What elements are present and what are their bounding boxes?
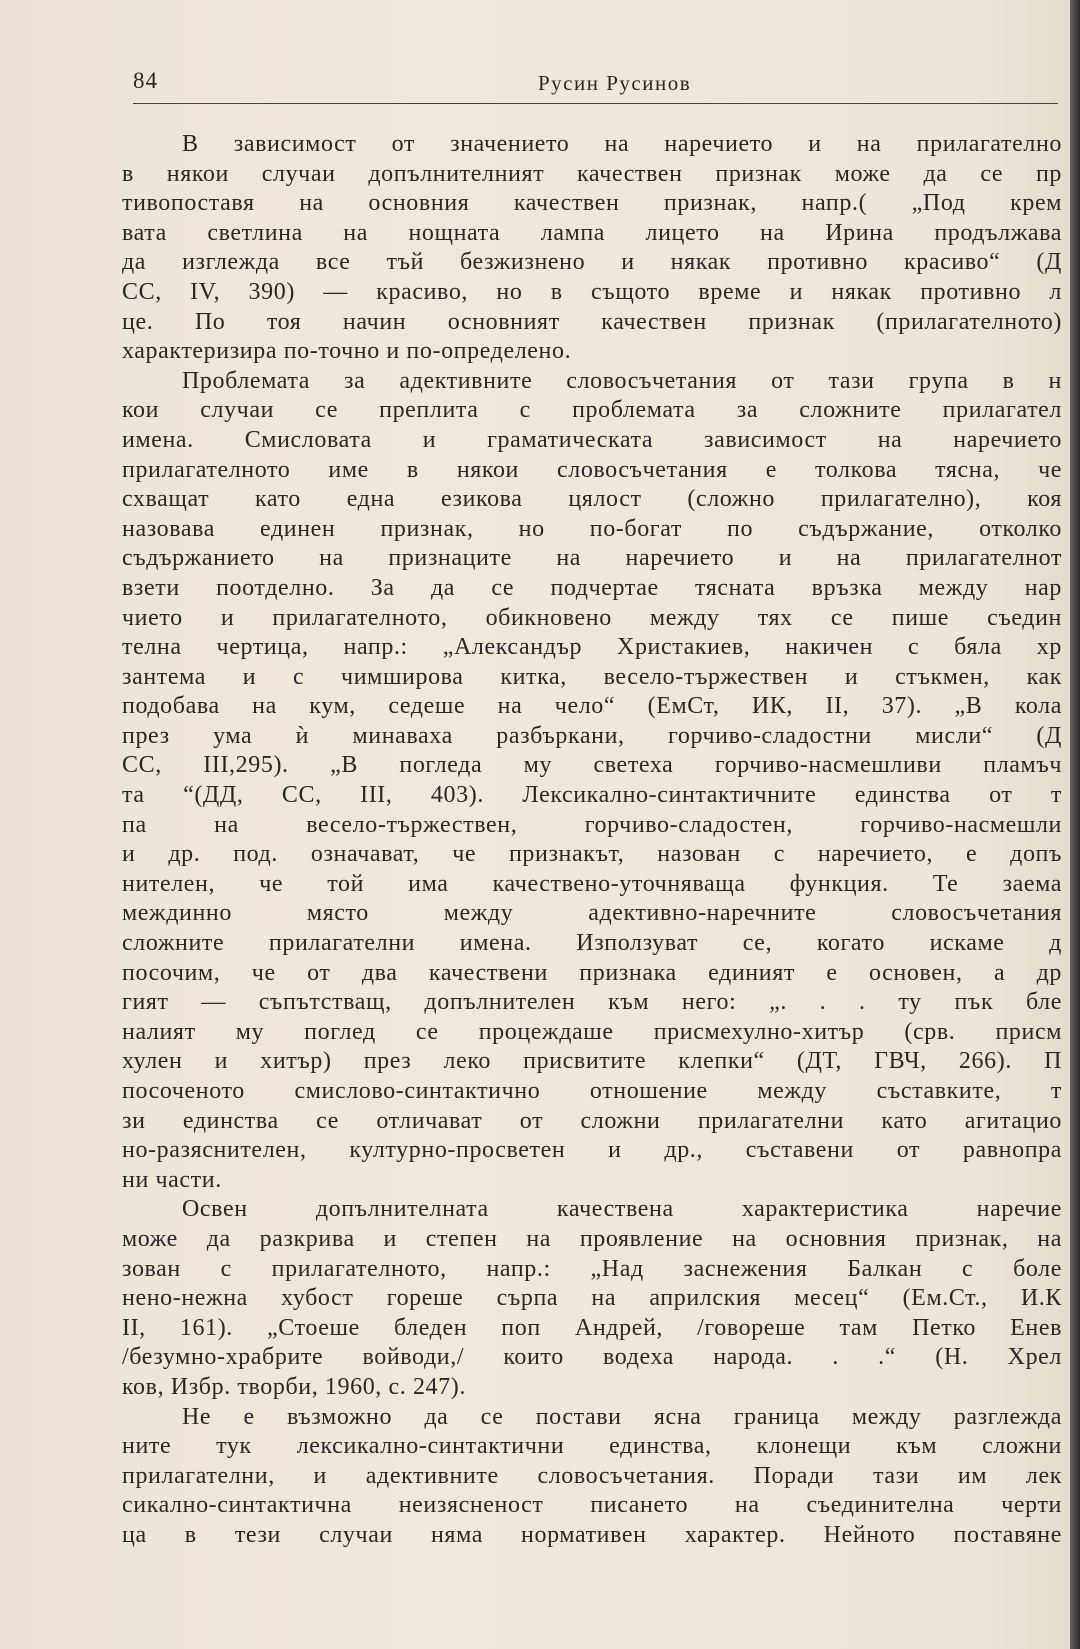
text-line: хулен и хитър) през леко присвитите клепки“ (ДТ, ГВЧ, 266). П bbox=[122, 1048, 1062, 1075]
text-line: Освен допълнителната качествена характеристика наречие bbox=[182, 1196, 1062, 1223]
text-line: характеризира по-точно и по-определено. bbox=[122, 338, 572, 365]
text-line: съдържанието на признаците на наречието и на прилагателнот bbox=[122, 545, 1062, 572]
text-line: СС, IV, 390) — красиво, но в същото време и някак противно л bbox=[122, 278, 1062, 305]
text-line: ни части. bbox=[122, 1166, 222, 1193]
text-line: В зависимост от значението на наречието и на прилагателно bbox=[182, 131, 1062, 157]
text-line: да изглежда все тъй безжизнено и някак противно красиво“ (Д bbox=[122, 249, 1062, 276]
text-line: Проблемата за адективните словосъчетания от тази група в н bbox=[182, 367, 1062, 394]
text-line: посочим, че от два качествени признака единият е основен, а др bbox=[122, 959, 1062, 986]
text-line: ков, Избр. творби, 1960, с. 247). bbox=[122, 1373, 466, 1400]
text-line: прилагателното име в някои словосъчетания е толкова тясна, че bbox=[122, 456, 1062, 483]
text-line: може да разкрива и степен на проявление на основния признак, на bbox=[122, 1225, 1062, 1252]
text-line: нителен, че той има качествено-уточняваща функция. Те заема bbox=[122, 870, 1062, 897]
header-rule bbox=[133, 103, 1058, 104]
text-line: схващат като една езикова цялост (сложно прилагателно), коя bbox=[122, 486, 1062, 513]
text-line: па на весело-тържествен, горчиво-сладостен, горчиво-насмешли bbox=[122, 811, 1062, 838]
text-line: нено-нежна хубост гореше сърпа на априлския месец“ (Ем.Ст., И.К bbox=[122, 1285, 1062, 1312]
text-line: тивопоставя на основния качествен признак, напр.( „Под крем bbox=[122, 190, 1062, 217]
text-line: ца в тези случаи няма нормативен характер. Нейното поставяне bbox=[122, 1521, 1062, 1548]
page-edge-shadow bbox=[1070, 0, 1080, 1649]
text-line: имена. Смисловата и граматическата зависимост на наречието bbox=[122, 426, 1062, 453]
text-line: телна чертица, напр.: „Александър Христакиев, накичен с бяла хр bbox=[122, 634, 1062, 661]
text-line: II, 161). „Стоеше бледен поп Андрей, /говореше там Петко Енев bbox=[122, 1314, 1062, 1341]
text-line: зован с прилагателното, напр.: „Над заснежения Балкан с боле bbox=[122, 1255, 1062, 1282]
text-line: сложните прилагателни имена. Използуват се, когато искаме д bbox=[122, 930, 1062, 957]
text-line: /безумно-храбрите войводи,/ които водеха народа. . .“ (Н. Хрел bbox=[122, 1344, 1062, 1371]
text-line: це. По тоя начин основният качествен признак (прилагателното) bbox=[122, 308, 1062, 335]
text-line: посоченото смислово-синтактично отношение между съставките, т bbox=[122, 1078, 1062, 1104]
text-line: взети поотделно. За да се подчертае тясната връзка между нар bbox=[122, 574, 1062, 601]
text-line: но-разяснителен, културно-просветен и др., съставени от равнопра bbox=[122, 1137, 1062, 1164]
text-line: ните тук лексикално-синтактични единства, клонещи към сложни bbox=[122, 1433, 1062, 1460]
text-line: междинно място между адективно-наречните словосъчетания bbox=[122, 900, 1062, 927]
text-line: прилагателни, и адективните словосъчетания. Поради тази им лек bbox=[122, 1462, 1062, 1489]
text-line: СС, III,295). „В погледа му светеха горчиво-насмешливи пламъч bbox=[122, 752, 1062, 779]
text-line: налият му поглед се процеждаше присмехулно-хитър (срв. присм bbox=[122, 1018, 1062, 1045]
text-line: кои случаи се преплита с проблемата за сложните прилагател bbox=[122, 397, 1062, 424]
text-line: гият — съпътстващ, допълнителен към него: „. . . ту пък бле bbox=[122, 989, 1062, 1016]
body-text bbox=[122, 130, 1062, 1551]
text-line: зантема и с чимширова китка, весело-тържествен и стъкмен, как bbox=[122, 663, 1062, 690]
text-line: и др. под. означават, че признакът, назован с наречието, е допъ bbox=[122, 841, 1062, 868]
text-line: назовава единен признак, но по-богат по съдържание, отколко bbox=[122, 515, 1062, 542]
page-number: 84 bbox=[133, 68, 158, 93]
text-line: зи единства се отличават от сложни прилагателни като агитацио bbox=[122, 1107, 1062, 1134]
text-line: подобава на кум, седеше на чело“ (ЕмСт, ИК, II, 37). „В кола bbox=[122, 693, 1062, 720]
text-line: Не е възможно да се постави ясна граница между разглежда bbox=[182, 1403, 1062, 1430]
text-line: вата светлина на нощната лампа лицето на Ирина продължава bbox=[122, 219, 1062, 246]
running-head: Русин Русинов bbox=[538, 71, 692, 95]
text-line: та “(ДД, СС, III, 403). Лексикално-синтактичните единства от т bbox=[122, 782, 1062, 809]
page-header bbox=[133, 68, 1063, 98]
text-line: сикално-синтактична неизясненост писането на съединителна черти bbox=[122, 1492, 1062, 1519]
text-line: чието и прилагателното, обикновено между тях се пише съедин bbox=[122, 604, 1062, 631]
text-line: в някои случаи допълнителният качествен признак може да се пр bbox=[122, 160, 1062, 187]
text-line: през ума ѝ минаваха разбъркани, горчиво-сладостни мисли“ (Д bbox=[122, 722, 1062, 749]
